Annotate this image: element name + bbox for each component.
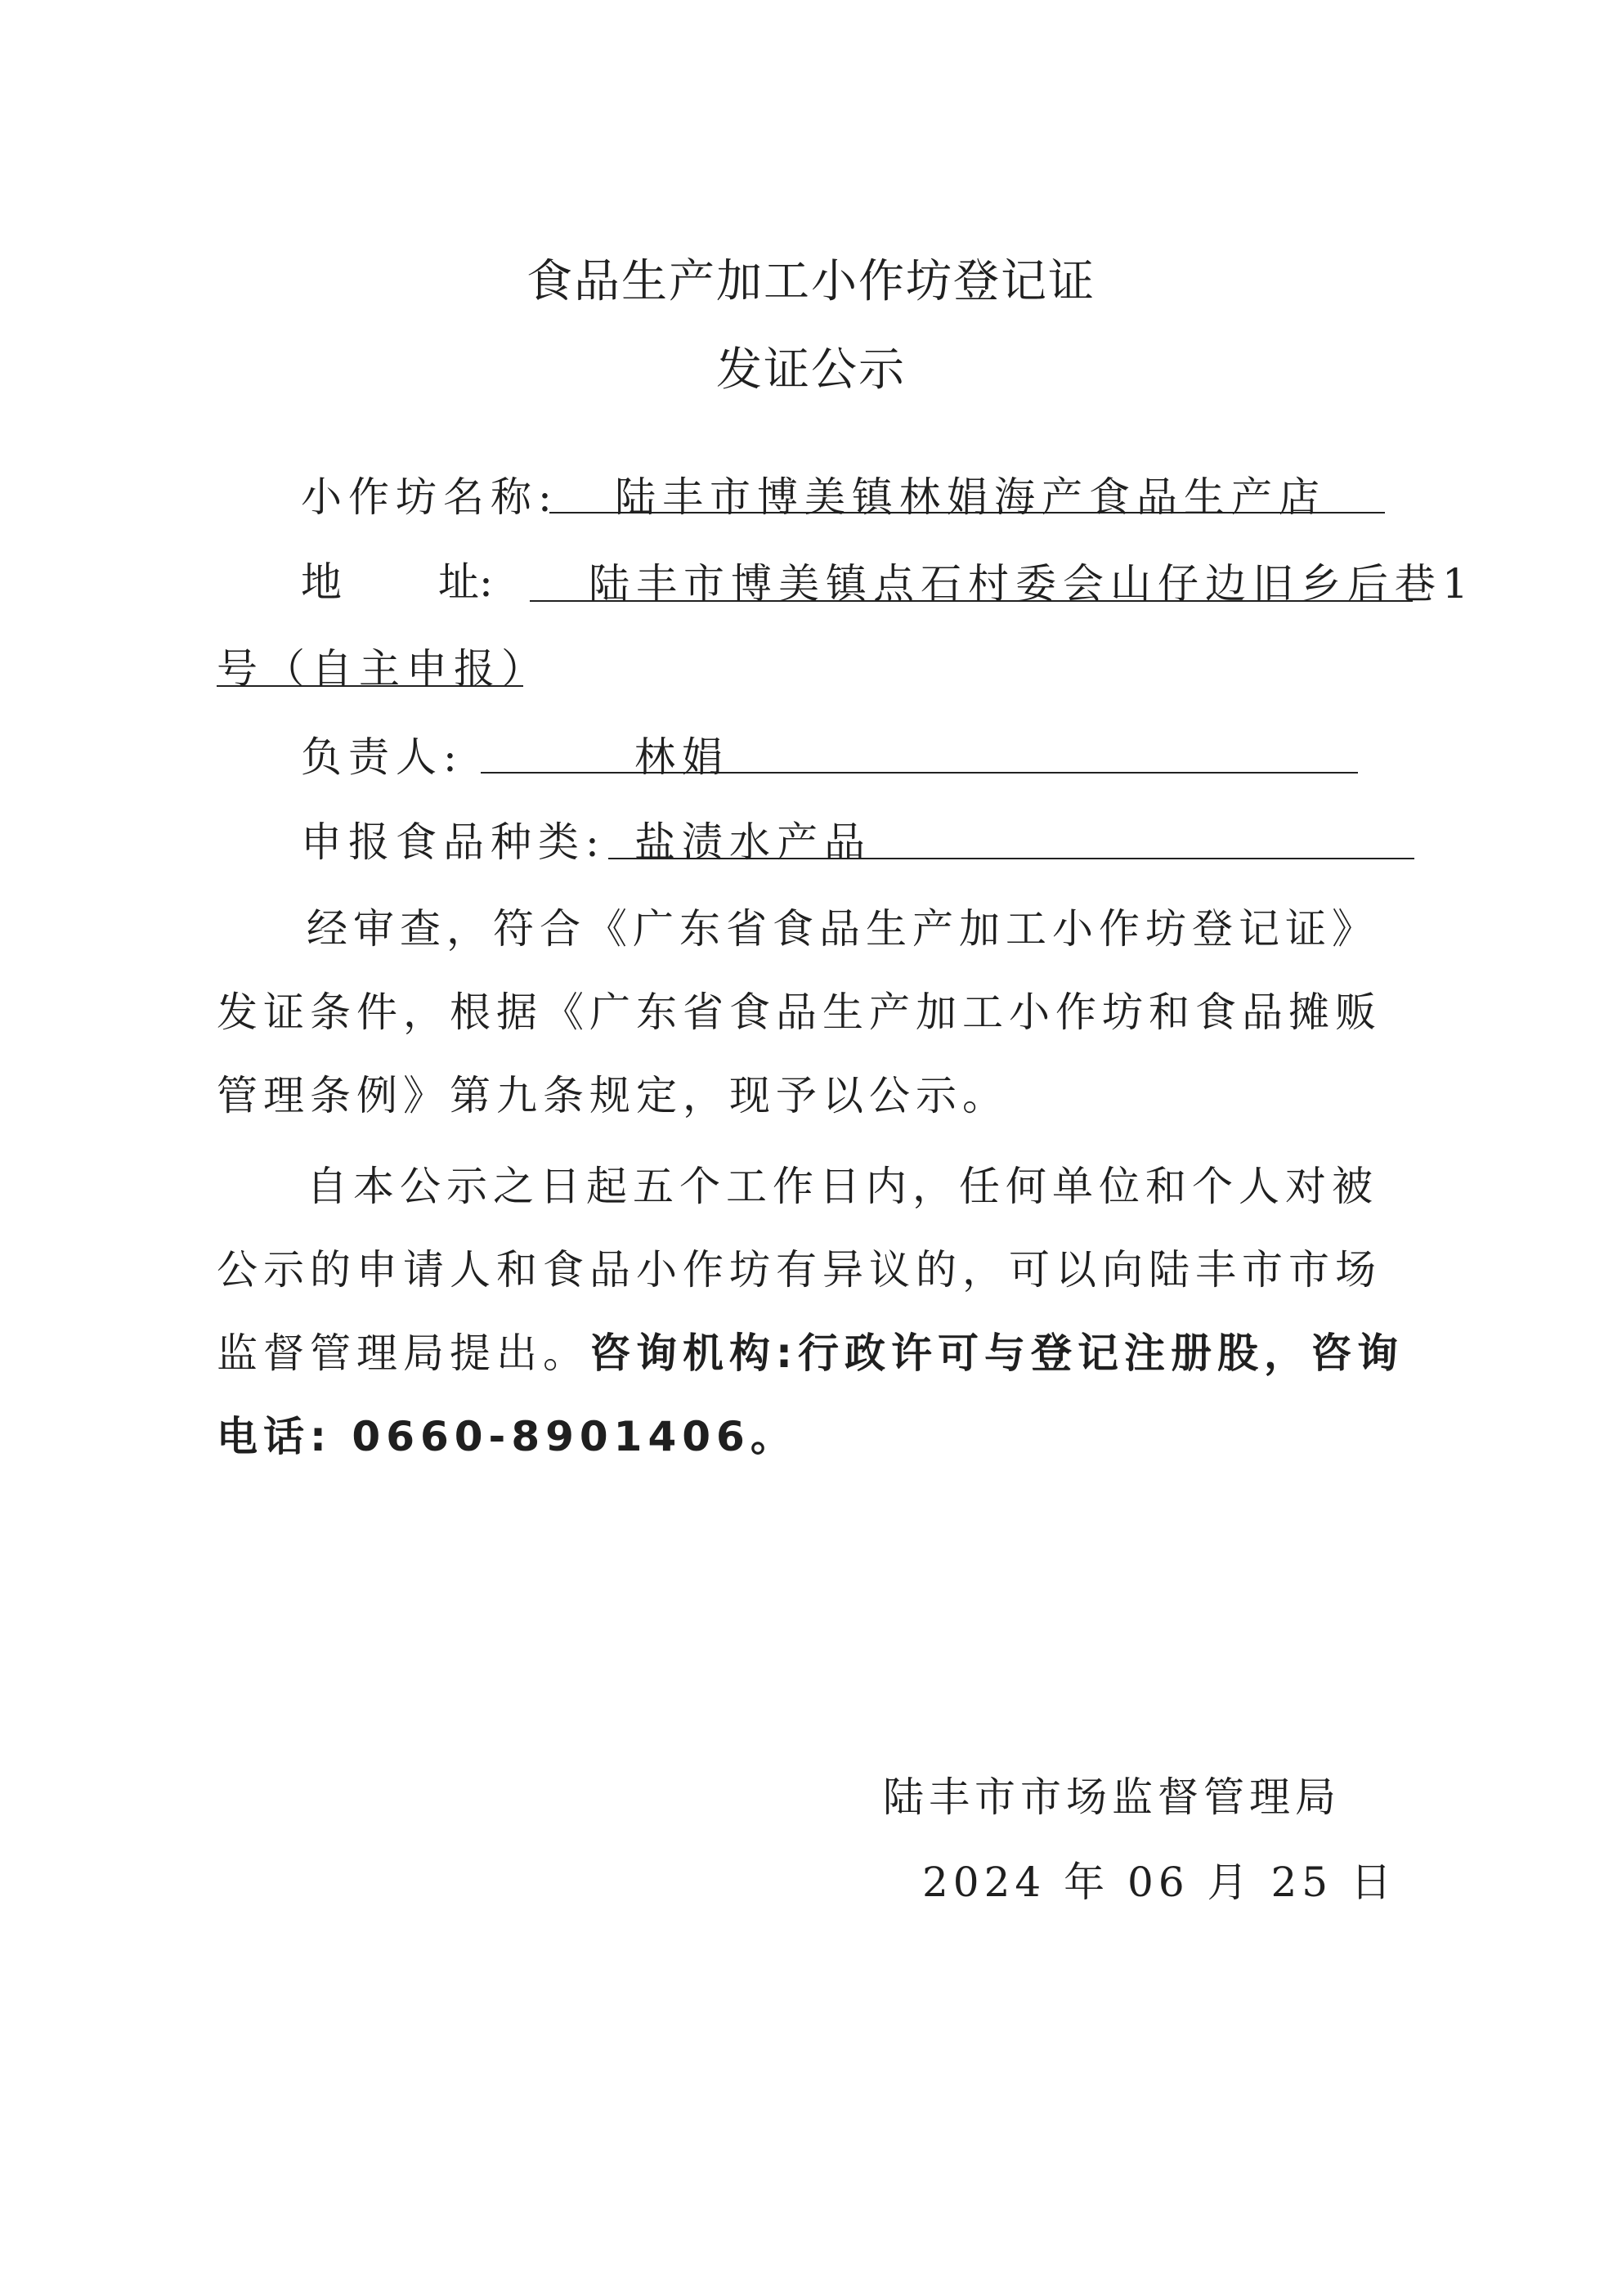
address-value-line1: 陆丰市博美镇点石村委会山仔边旧乡后巷1 (589, 560, 1475, 608)
contact-info: 咨询机构:行政许可与登记注册股，咨询电话: 0660-8901406。 (217, 1330, 1404, 1460)
address-label: 地 址: (301, 558, 493, 606)
review-paragraph: 经审查，符合《广东省食品生产加工小作坊登记证》发证条件，根据《广东省食品生产加工小作坊和食品摊贩管理条例》第九条规定，现予以公示。 (217, 905, 1382, 1119)
responsible-underline (481, 772, 1358, 774)
workshop-name-value: 陆丰市博美镇林娟海产食品生产店 (615, 473, 1326, 521)
responsible-value: 林娟 (634, 733, 729, 781)
workshop-name-label: 小作坊名称: (301, 473, 558, 521)
objection-text: 自本公示之日起五个工作日内，任何单位和个人对被公示的申请人和食品小作坊有异议的，可以向陆丰市市场监督管理局提出。 (217, 1163, 1382, 1377)
objection-paragraph (217, 1145, 1410, 1478)
document-title: 食品生产加工小作坊登记证 (526, 255, 1096, 308)
food-type-label: 申报食品种类: (301, 818, 606, 866)
issue-date: 2024 年 06 月 25 日 (922, 1859, 1396, 1906)
responsible-label: 负责人: (301, 733, 464, 781)
address-value-line2: 号（自主申报） (217, 645, 549, 693)
food-type-value: 盐渍水产品 (634, 818, 871, 866)
issuer-name: 陆丰市市场监督管理局 (883, 1774, 1341, 1821)
document-subtitle: 发证公示 (716, 343, 906, 397)
